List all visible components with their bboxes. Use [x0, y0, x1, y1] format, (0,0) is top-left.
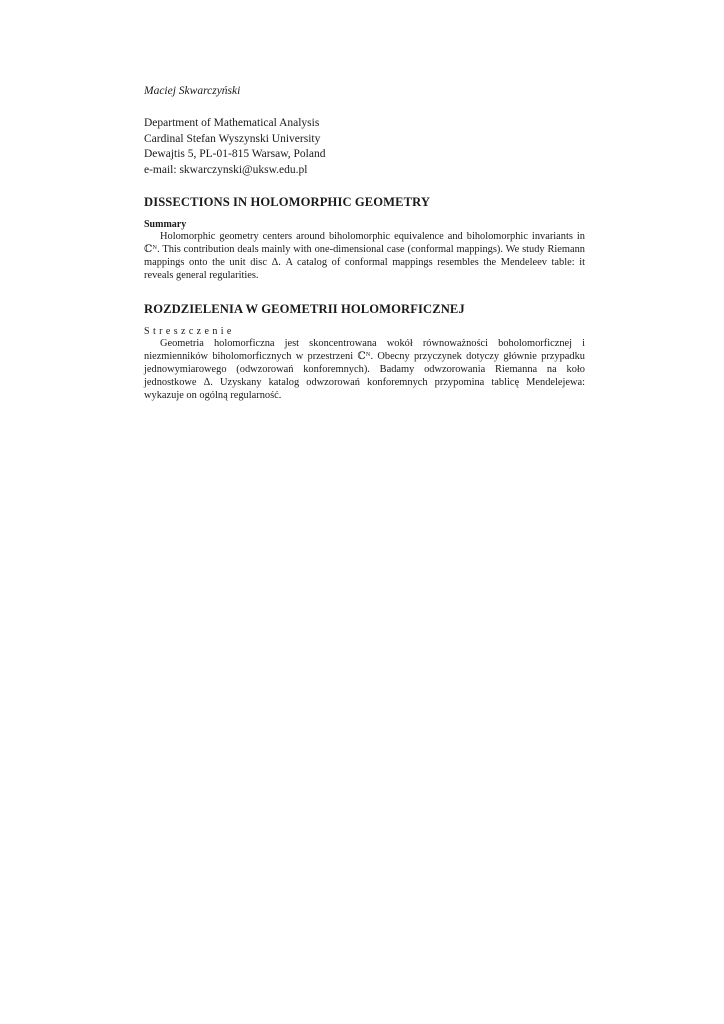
english-summary-text: Holomorphic geometry centers around biholomorphic equivalence and biholomorphic invariants in ℂᴺ. This contribution deals mainly with one-dimensional case (conformal mappings). We study Riemann mappings onto the unit disc Δ. A catalog of conformal mappings resembles the Mendeleev table: it reveals general regularities. [144, 231, 585, 282]
polish-summary-heading: Streszczenie [144, 326, 235, 337]
english-title: DISSECTIONS IN HOLOMORPHIC GEOMETRY [144, 195, 431, 210]
affiliation-department: Department of Mathematical Analysis [144, 117, 320, 129]
author-name: Maciej Skwarczyński [144, 85, 241, 97]
polish-title: ROZDZIELENIA W GEOMETRII HOLOMORFICZNEJ [144, 302, 465, 316]
affiliation-university: Cardinal Stefan Wyszynski University [144, 132, 321, 145]
polish-summary-text: Geometria holomorficzna jest skoncentrowana wokół równoważności boholomorficznej i niezmienników biholomorficznych w przestrzeni ℂᴺ. Obecny przyczynek dotyczy głównie przypadku jednowymiarowego (odwzorowań konforemnych). Badamy odwzorowania Riemanna na koło jednostkowe Δ. Uzyskany katalog odwzorowań konforemnych przypomina tablicę Mendelejewa: wykazuje on ogólną regularność. [144, 338, 585, 401]
affiliation-email: e-mail: skwarczynski@uksw.edu.pl [144, 163, 308, 176]
affiliation-block [144, 116, 585, 178]
paper-page [144, 84, 585, 403]
affiliation-address: Dewajtis 5, PL-01-815 Warsaw, Poland [144, 148, 326, 161]
english-summary-heading: Summary [144, 219, 187, 231]
